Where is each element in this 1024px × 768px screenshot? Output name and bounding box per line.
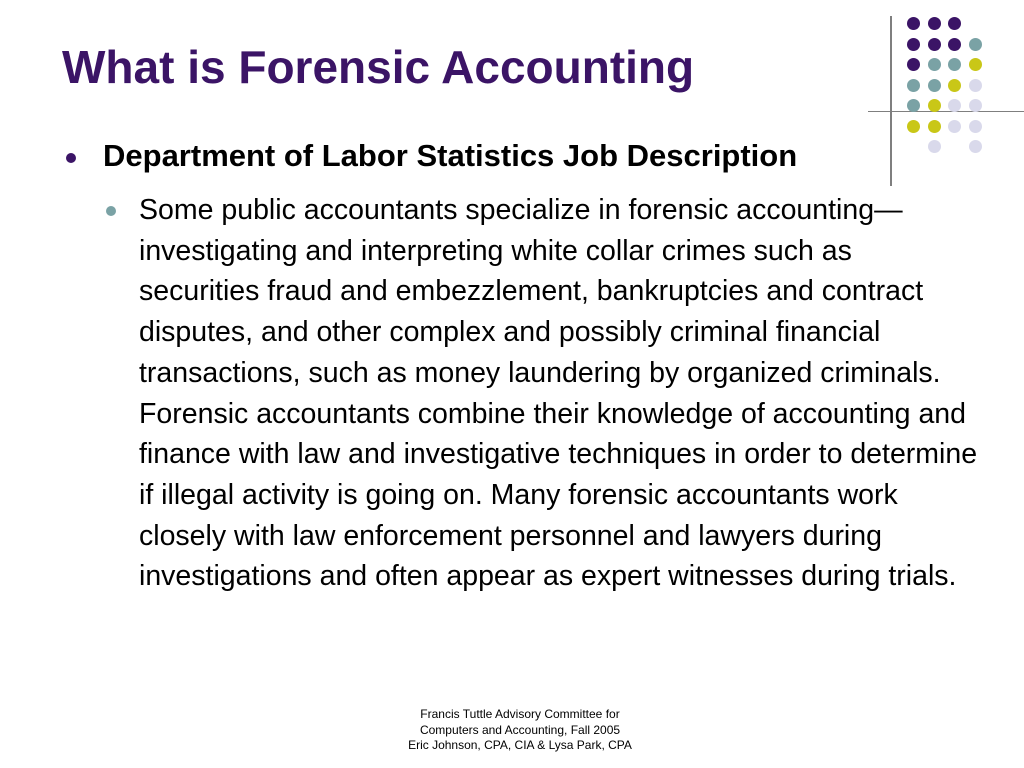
- grid-dot: [928, 99, 941, 112]
- slide-title: What is Forensic Accounting: [62, 41, 695, 93]
- grid-dot: [907, 58, 920, 71]
- grid-dot: [948, 120, 961, 133]
- horizontal-divider: [868, 111, 1024, 112]
- grid-dot: [928, 38, 941, 51]
- grid-dot: [969, 38, 982, 51]
- grid-dot: [948, 99, 961, 112]
- grid-dot: [928, 79, 941, 92]
- footer-line-3: Eric Johnson, CPA, CIA & Lysa Park, CPA: [408, 738, 632, 752]
- grid-dot: [907, 79, 920, 92]
- grid-dot: [907, 38, 920, 51]
- footer-line-2: Computers and Accounting, Fall 2005: [419, 722, 621, 737]
- grid-dot: [969, 120, 982, 133]
- grid-dot: [969, 140, 982, 153]
- bullet-level1-icon: [66, 153, 76, 163]
- bullet-level2-text: Some public accountants specialize in forensic accounting—investigating and interpreting white collar crimes such as securities fraud and embezzlement, bankruptcies and contract disputes, and other complex and possibly criminal financial transactions, such as money laundering by organized criminals. Forensic accountants combine their knowledge of accounting and finance with law and investigative techniques in order to determine if illegal activity is going on. Many forensic accountants work closely with law enforcement personnel and lawyers during investigations and often appear as expert witnesses during trials.: [139, 194, 978, 593]
- bullet-level1-text: Department of Labor Statistics Job Description: [103, 138, 798, 173]
- slide-footer: [370, 707, 670, 754]
- footer-line-1: Francis Tuttle Advisory Committee for: [420, 707, 620, 721]
- grid-dot: [928, 58, 941, 71]
- grid-dot: [969, 99, 982, 112]
- grid-dot: [907, 120, 920, 133]
- grid-dot: [948, 58, 961, 71]
- bullet-level2-icon: [106, 206, 116, 216]
- grid-dot: [928, 120, 941, 133]
- grid-dot: [907, 17, 920, 30]
- grid-dot: [948, 79, 961, 92]
- grid-dot: [928, 140, 941, 153]
- grid-dot: [948, 38, 961, 51]
- vertical-divider: [890, 16, 892, 186]
- grid-dot: [969, 79, 982, 92]
- grid-dot: [928, 17, 941, 30]
- grid-dot: [907, 99, 920, 112]
- grid-dot: [948, 17, 961, 30]
- grid-dot: [969, 58, 982, 71]
